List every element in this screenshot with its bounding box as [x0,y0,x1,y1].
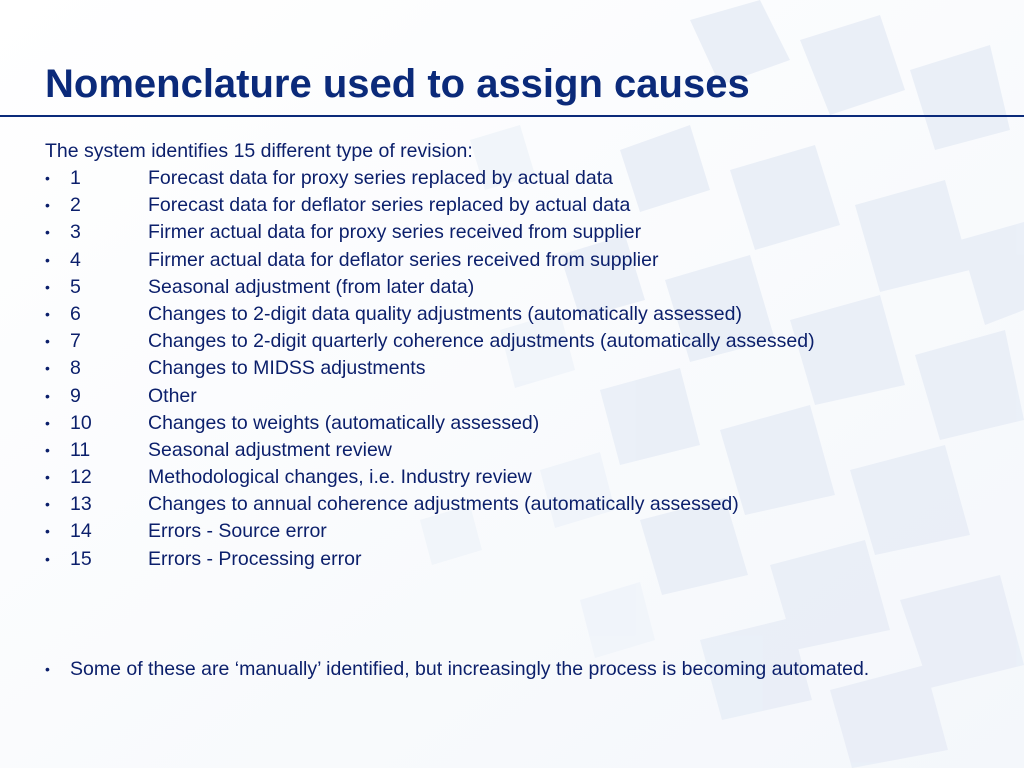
revision-description: Seasonal adjustment review [148,438,392,461]
bullet-icon: • [45,469,50,486]
revision-number: 13 [70,493,92,516]
revision-description: Changes to weights (automatically assessed) [148,411,540,434]
revision-number: 5 [70,275,81,298]
bullet-icon: • [45,661,50,677]
revision-description: Errors - Processing error [148,547,362,570]
intro-text: The system identifies 15 different type of revision: [45,140,473,162]
revision-number: 7 [70,330,81,353]
revision-number: 6 [70,302,81,325]
bullet-icon: • [45,414,50,431]
closing-note [45,658,945,681]
revision-number: 1 [70,167,81,189]
bullet-icon: • [45,224,50,241]
revision-number: 4 [70,248,81,271]
revision-number: 14 [70,520,92,543]
revision-description: Forecast data for proxy series replaced by actual data [148,167,613,189]
revision-description: Other [148,384,197,407]
revision-description: Seasonal adjustment (from later data) [148,275,475,298]
revision-description: Changes to annual coherence adjustments (automatically assessed) [148,493,739,516]
bullet-icon: • [45,496,50,513]
revision-description: Changes to MIDSS adjustments [148,357,426,380]
revision-number: 8 [70,357,81,380]
revision-description: Firmer actual data for deflator series received from supplier [148,248,659,271]
bullet-icon: • [45,197,50,214]
revision-number: 12 [70,466,92,489]
revision-description: Forecast data for deflator series replaced by actual data [148,194,631,217]
bullet-icon: • [45,305,50,322]
closing-note-text: Some of these are ‘manually’ identified, but increasingly the process is becoming automated. [70,658,870,680]
revision-number: 9 [70,384,81,407]
revision-description: Firmer actual data for proxy series received from supplier [148,221,642,244]
revision-description: Errors - Source error [148,520,327,543]
slide-title: Nomenclature used to assign causes [45,62,750,106]
revision-number: 2 [70,194,81,217]
revision-number: 10 [70,411,92,434]
bullet-icon: • [45,523,50,540]
bullet-icon: • [45,360,50,377]
bullet-icon: • [45,441,50,458]
bullet-icon: • [45,387,50,404]
revision-number: 15 [70,547,92,570]
title-divider [0,115,1024,117]
bullet-icon: • [45,170,50,186]
revision-description: Changes to 2-digit data quality adjustments (automatically assessed) [148,302,742,325]
revision-number: 3 [70,221,81,244]
revision-description: Changes to 2-digit quarterly coherence adjustments (automatically assessed) [148,330,815,353]
bullet-icon: • [45,278,50,295]
bullet-icon: • [45,251,50,268]
revision-description: Methodological changes, i.e. Industry review [148,466,532,489]
revision-number: 11 [70,438,91,461]
bullet-icon: • [45,333,50,350]
bullet-icon: • [45,550,50,567]
